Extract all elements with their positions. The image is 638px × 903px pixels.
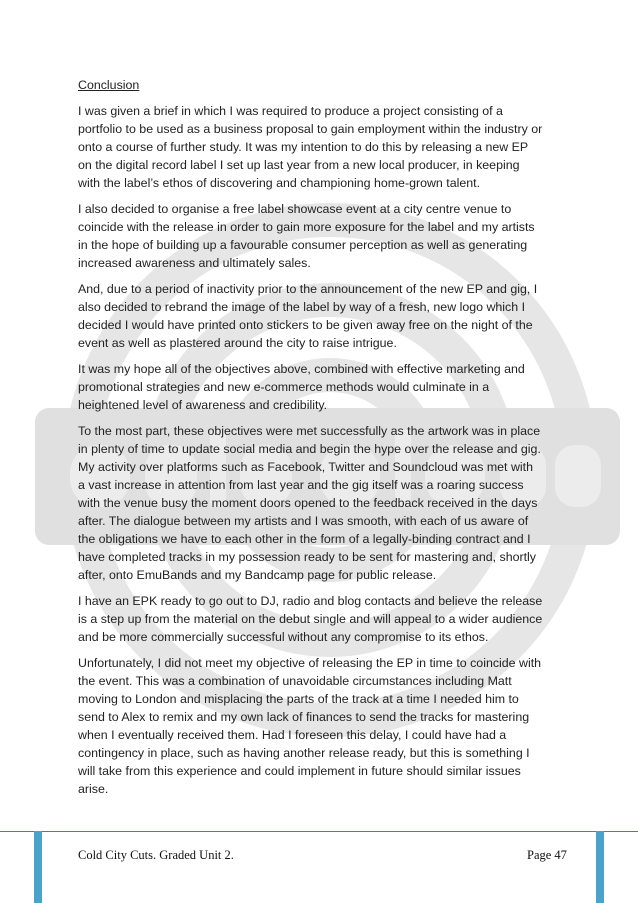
text-line: send to Alex to remix and my own lack of finances to send the tracks for mastering: [78, 710, 530, 724]
text-line: after, onto EmuBands and my Bandcamp page for public release.: [78, 568, 437, 582]
footer-right-bar: [596, 831, 604, 903]
text-line: And, due to a period of inactivity prior to the announcement of the new EP and gig, I: [78, 282, 538, 296]
paragraph: [78, 102, 578, 192]
text-line: event as well as plastered around the city to raise intrigue.: [78, 336, 397, 350]
paragraph: [78, 654, 578, 798]
paragraph: [78, 360, 578, 414]
footer-title: Cold City Cuts. Graded Unit 2.: [78, 848, 234, 862]
text-line: on the digital record label I set up last year from a new local producer, in keeping: [78, 158, 520, 172]
paragraph: [78, 422, 578, 584]
text-line: will take from this experience and could implement in future should similar issues: [78, 764, 521, 778]
text-line: I was given a brief in which I was required to produce a project consisting of a: [78, 104, 503, 118]
text-line: contingency in place, such as having another release ready, but this is something I: [78, 746, 530, 760]
footer-divider: [0, 831, 638, 832]
text-line: also decided to rebrand the image of the label by way of a fresh, new logo which I: [78, 300, 526, 314]
text-line: when I eventually received them. Had I foreseen this delay, I could have had a: [78, 728, 507, 742]
paragraph: [78, 280, 578, 352]
text-line: coincide with the release in order to gain more exposure for the label and my artists: [78, 220, 535, 234]
text-line: in the hope of building up a favourable consumer perception as well as generating: [78, 238, 528, 252]
text-line: the event. This was a combination of unavoidable circumstances including Matt: [78, 674, 512, 688]
text-line: heightened level of awareness and credibility.: [78, 398, 328, 412]
text-line: I have an EPK ready to go out to DJ, radio and blog contacts and believe the release: [78, 594, 543, 608]
page-heading: Conclusion: [78, 78, 140, 92]
text-line: with the venue busy the moment doors opened to the feedback received in the days: [78, 496, 538, 510]
text-line: promotional strategies and new e-commerce methods would culminate in a: [78, 380, 490, 394]
text-line: It was my hope all of the objectives above, combined with effective marketing and: [78, 362, 525, 376]
text-line: My activity over platforms such as Facebook, Twitter and Soundcloud was met with: [78, 460, 533, 474]
text-line: moving to London and misplacing the parts of the track at a time I needed him to: [78, 692, 519, 706]
text-line: the obligations we have to each other in the form of a legally-binding contract and I: [78, 532, 531, 546]
text-line: portfolio to be used as a business proposal to gain employment within the industry or: [78, 122, 543, 136]
text-line: in plenty of time to update social media and begin the hype over the release and gig.: [78, 442, 541, 456]
document-body: [78, 76, 578, 806]
paragraph: [78, 592, 578, 646]
text-line: I also decided to organise a free label showcase event at a city centre venue to: [78, 202, 512, 216]
page-number: Page 47: [527, 848, 567, 862]
text-line: increased awareness and ultimately sales.: [78, 256, 311, 270]
text-line: and be more commercially successful without any compromise to its ethos.: [78, 630, 489, 644]
text-line: To the most part, these objectives were met successfully as the artwork was in place: [78, 424, 541, 438]
text-line: arise.: [78, 782, 109, 796]
text-line: Unfortunately, I did not meet my objective of releasing the EP in time to coincide with: [78, 656, 542, 670]
text-line: is a step up from the material on the debut single and will appeal to a wider audience: [78, 612, 543, 626]
text-line: decided I would have printed onto stickers to be given away free on the night of the: [78, 318, 533, 332]
text-line: onto a course of further study. It was my intention to do this by releasing a new EP: [78, 140, 529, 154]
text-line: after. The dialogue between my artists and I was smooth, with each of us aware of: [78, 514, 529, 528]
text-line: have completed tracks in my possession ready to be sent for mastering and, shortly: [78, 550, 536, 564]
paragraph: [78, 200, 578, 272]
text-line: with the label’s ethos of discovering and championing home-grown talent.: [78, 176, 481, 190]
text-line: a vast increase in attention from last year and the gig itself was a roaring success: [78, 478, 524, 492]
footer-left-bar: [34, 831, 42, 903]
paragraphs: [78, 102, 578, 798]
